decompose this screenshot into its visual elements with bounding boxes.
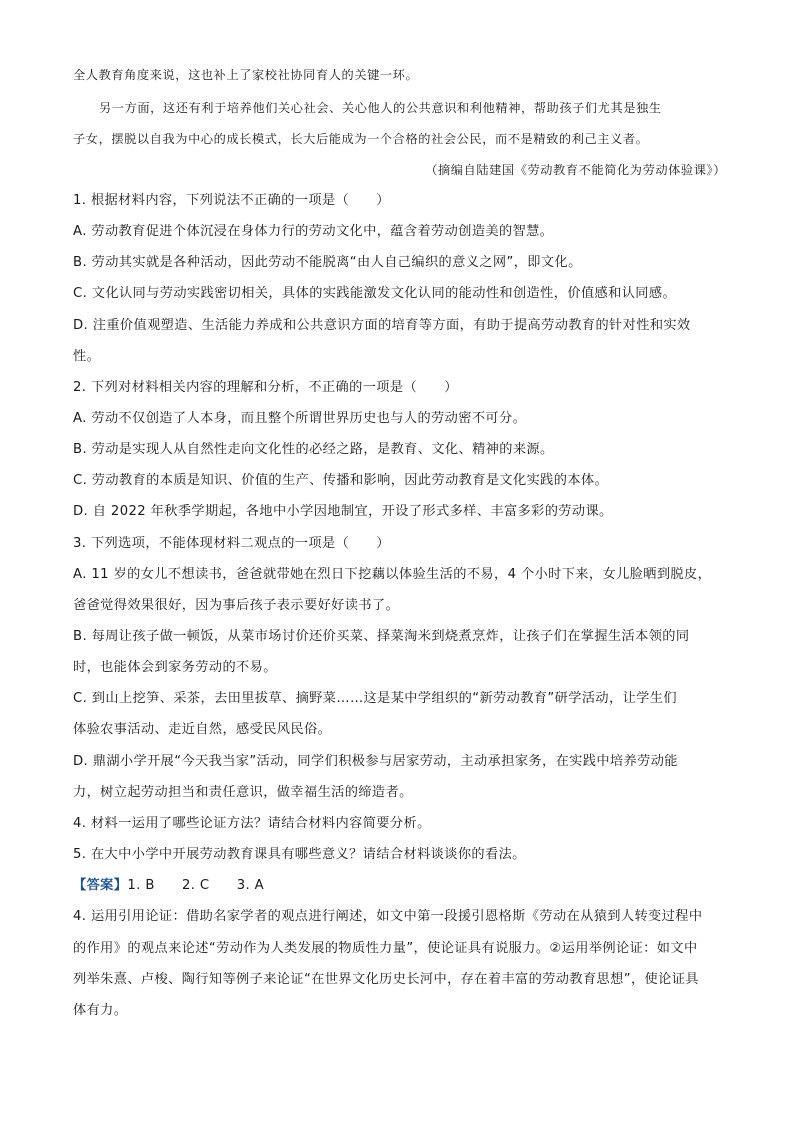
answer-explanation-line: 4. 运用引用论证：借助名家学者的观点进行阐述，如文中第一段援引恩格斯《劳动在从猿到人转变过程中 [73, 909, 703, 924]
question-option: D. 注重价值观塑造、生活能力养成和公共意识方面的培育等方面，有助于提高劳动教育的针对性和实效 [73, 318, 691, 333]
question-option: 力，树立起劳动担当和责任意识，做幸福生活的缔造者。 [73, 785, 413, 800]
question-option: 时，也能体会到家务劳动的不易。 [73, 660, 277, 675]
question-option: 体验农事活动、走近自然，感受民风民俗。 [73, 722, 332, 737]
question-option: 爸爸觉得效果很好，因为事后孩子表示要好好读书了。 [73, 598, 400, 613]
passage-line: 全人教育角度来说，这也补上了家校社协同育人的关键一环。 [73, 68, 419, 82]
question-option: B. 劳动是实现人从自然性走向文化性的必经之路，是教育、文化、精神的来源。 [73, 442, 554, 457]
answer-explanation-line: 体有力。 [73, 1003, 128, 1018]
question-option: A. 11 岁的女儿不想读书，爸爸就带她在烈日下挖藕以体验生活的不易，4 个小时下来，女儿脸晒到脱皮， [73, 567, 712, 582]
passage-line: 另一方面，这还有利于培养他们关心社会、关心他人的公共意识和利他精神，帮助孩子们尤其是独生 [99, 101, 662, 115]
answer-choices: 1. B 2. C 3. A [127, 878, 265, 893]
question-option: D. 自 2022 年秋季学期起，各地中小学因地制宜，开设了形式多样、丰富多彩的劳动课。 [73, 504, 613, 519]
passage-source: （摘编自陆建国《劳动教育不能简化为劳动体验课》） [425, 163, 726, 177]
answer-line [73, 876, 726, 896]
question-stem: 2. 下列对材料相关内容的理解和分析，不正确的一项是（ ） [73, 380, 458, 395]
passage-line: 子女，摆脱以自我为中心的成长模式，长大后能成为一个合格的社会公民，而不是精致的利己主义者。 [73, 132, 649, 146]
question-option: B. 劳动其实就是各种活动，因此劳动不能脱离“由人自己编织的意义之网”，即文化。 [73, 255, 582, 270]
question-stem: 5. 在大中小学中开展劳动教育课具有哪些意义？请结合材料谈谈你的看法。 [73, 847, 526, 862]
question-option: A. 劳动教育促进个体沉浸在身体力行的劳动文化中，蕴含着劳动创造美的智慧。 [73, 224, 554, 239]
question-option: A. 劳动不仅创造了人本身，而且整个所谓世界历史也与人的劳动密不可分。 [73, 411, 527, 426]
question-option: B. 每周让孩子做一顿饭，从菜市场讨价还价买菜、择菜淘米到烧煮烹炸，让孩子们在掌握生活本领的同 [73, 629, 690, 644]
question-stem: 1. 根据材料内容，下列说法不正确的一项是（ ） [73, 193, 390, 208]
question-stem: 4. 材料一运用了哪些论证方法？请结合材料内容简要分析。 [73, 816, 431, 831]
question-stem: 3. 下列选项，不能体现材料二观点的一项是（ ） [73, 536, 390, 551]
answer-explanation-line: 列举朱熹、卢梭、陶行知等例子来论证“在世界文化历史长河中，存在着丰富的劳动教育思想”，使论证具 [73, 972, 699, 987]
question-option: 性。 [73, 349, 101, 364]
question-option: C. 文化认同与劳动实践密切相关，具体的实践能激发文化认同的能动性和创造性，价值感和认同感。 [73, 286, 677, 301]
answer-tag: 【答案】 [73, 878, 128, 893]
question-option: D. 鼎湖小学开展“今天我当家”活动，同学们积极参与居家劳动，主动承担家务，在实践中培养劳动能 [73, 754, 678, 769]
question-option: C. 到山上挖笋、采茶，去田里拔草、摘野菜……这是某中学组织的“新劳动教育”研学活动，让学生们 [73, 691, 677, 706]
question-option: C. 劳动教育的本质是知识、价值的生产、传播和影响，因此劳动教育是文化实践的本体。 [73, 473, 609, 488]
answer-explanation-line: 的作用》的观点来论述“劳动作为人类发展的物质性力量”，使论证具有说服力。②运用举例论证：如文中 [73, 941, 698, 956]
